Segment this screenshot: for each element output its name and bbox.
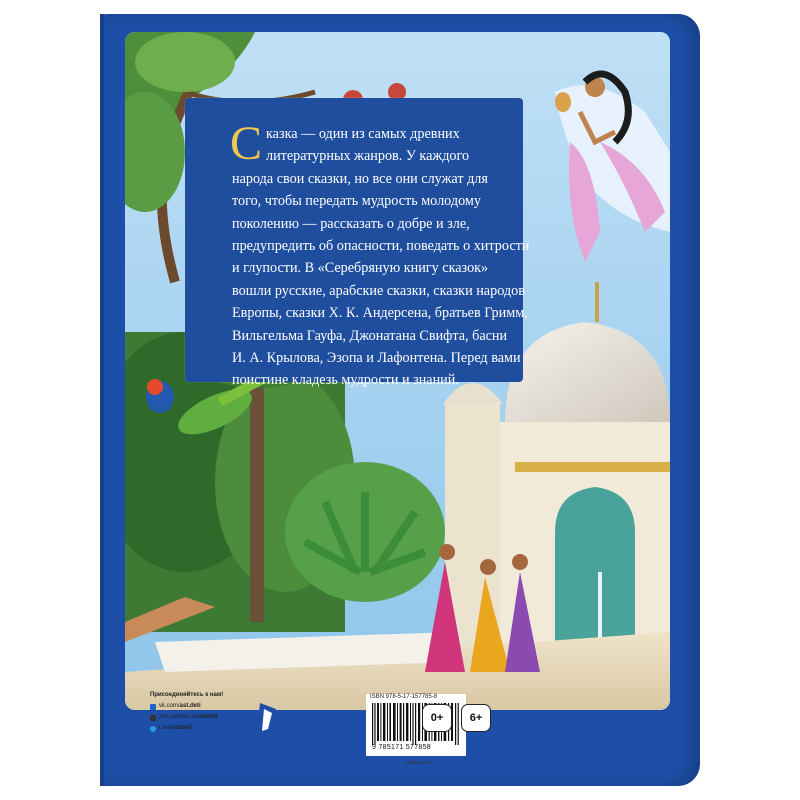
description-line: поколению — рассказать о добре и зле, xyxy=(232,215,470,232)
description-line: и глупости. В «Серебряную книгу сказок» xyxy=(232,260,489,277)
description-line: поистине кладезь мудрости и знаний. xyxy=(232,372,459,389)
join-us-label: Присоединяйтесь к нам! xyxy=(150,692,224,698)
age-rating-badge: 0+ xyxy=(422,704,452,732)
barcode-number: 9 785171 577858 xyxy=(372,744,431,751)
description-line: казка — один из самых древних xyxy=(266,126,460,142)
drop-cap: С xyxy=(230,117,263,170)
description-line: Европы, сказки Х. К. Андерсена, братьев Гримм, xyxy=(232,305,528,322)
social-link-vk[interactable] xyxy=(150,701,223,712)
description-line: вошли русские, арабские сказки, сказки народов xyxy=(232,282,525,299)
description-line: Вильгельма Гауфа, Джонатана Свифта, басни xyxy=(232,327,508,344)
social-link-handle: astdeti xyxy=(172,725,192,731)
publisher-logo xyxy=(242,695,298,763)
book-description xyxy=(230,117,530,392)
telegram-icon xyxy=(150,726,156,732)
publisher-website[interactable]: www.ast.ru xyxy=(406,760,433,766)
vk-icon xyxy=(150,704,156,710)
social-link-text: vk.com/ xyxy=(159,703,180,709)
description-line: народа свои сказки, но все они служат для xyxy=(232,170,488,187)
spine-edge xyxy=(100,14,104,786)
social-links xyxy=(150,690,223,734)
social-link-handle: astdeti xyxy=(198,714,218,720)
description-line: предупредить об опасности, поведать о хитрости xyxy=(232,238,530,255)
isbn-label: ISBN 978-5-17-157785-8 xyxy=(370,694,438,700)
social-link-text: t.me/ xyxy=(159,725,173,731)
social-link-text: zen.yandex.ru/ xyxy=(159,714,199,720)
social-link-handle: ast.deti xyxy=(179,703,201,709)
description-line: литературных жанров. У каждого xyxy=(266,148,470,165)
description-line: И. А. Крылова, Эзопа и Лафонтена. Перед вами xyxy=(232,350,521,367)
social-link-telegram[interactable] xyxy=(150,723,223,734)
description-line: того, чтобы передать мудрость молодому xyxy=(232,193,481,210)
age-rating-badge: 6+ xyxy=(461,704,491,732)
social-link-zen[interactable] xyxy=(150,712,223,723)
zen-icon xyxy=(150,715,156,721)
